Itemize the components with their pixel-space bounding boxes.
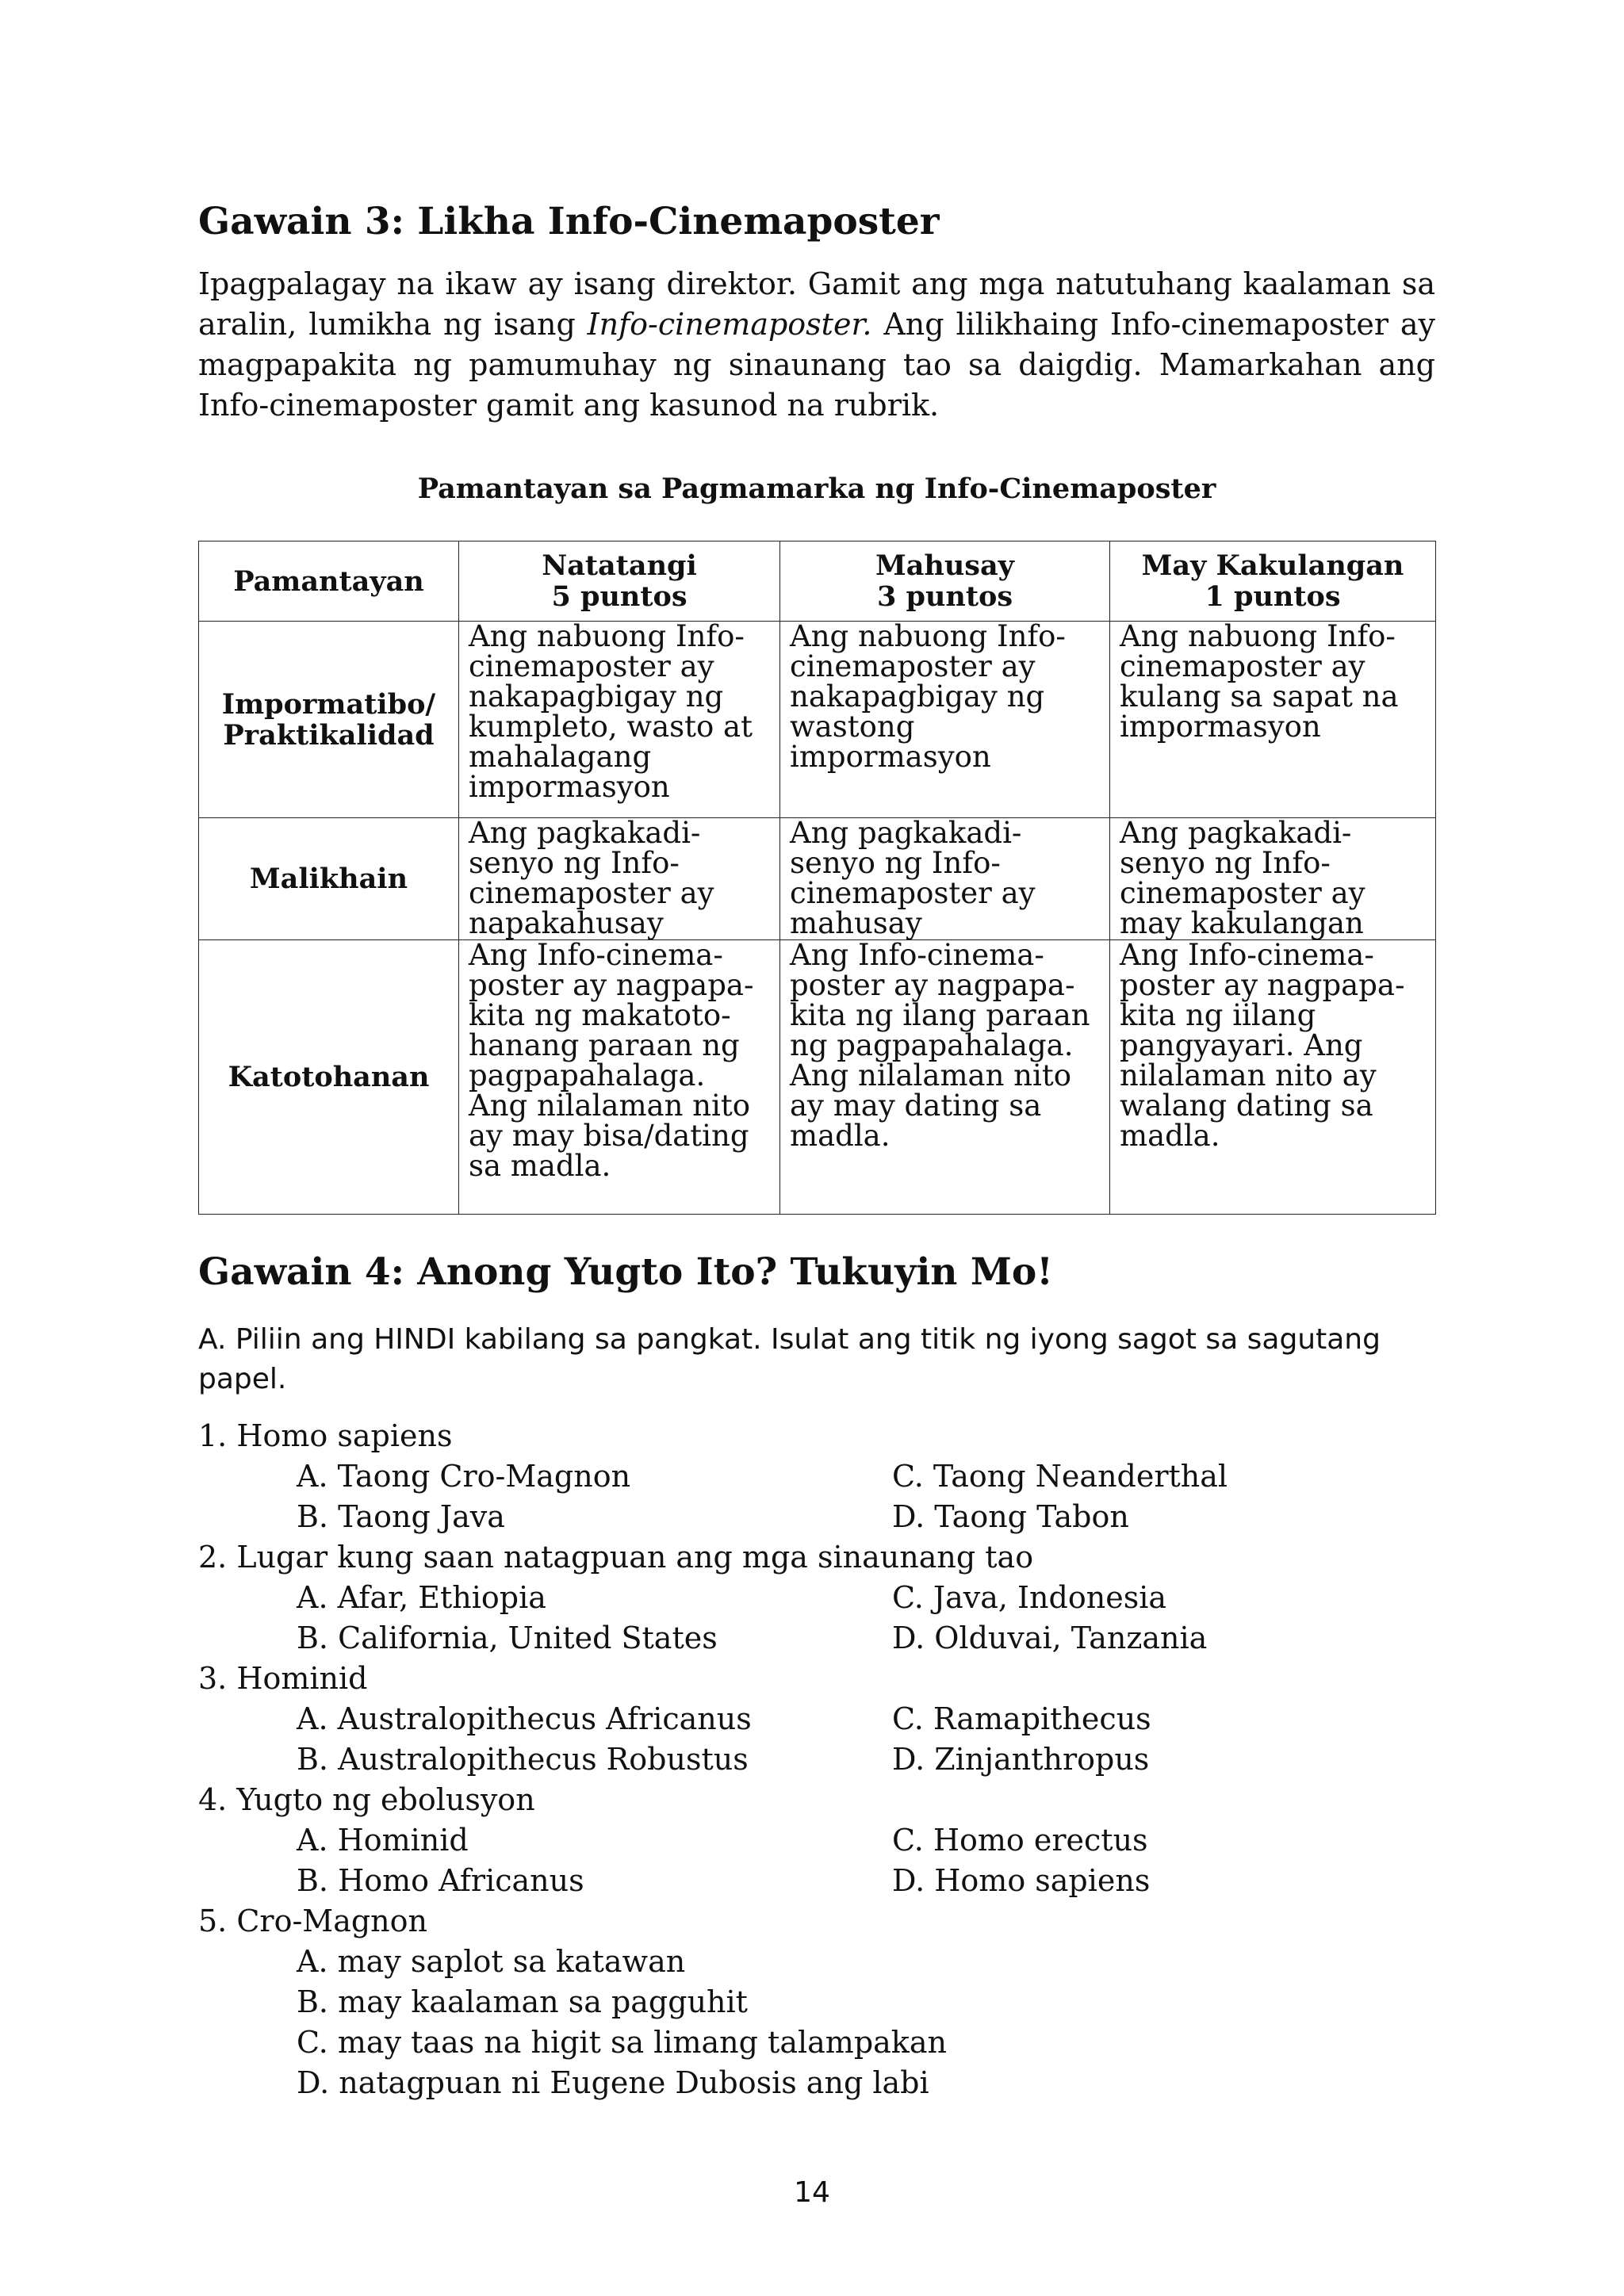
header-natatangi: Natatangi 5 puntos	[459, 541, 780, 622]
option-b: B. Homo Africanus	[297, 1863, 584, 1898]
option-a: A. Hominid	[297, 1823, 469, 1858]
intro-text-1: Ipagpalagay na ikaw ay isang direktor. Gamit ang mga natutuhang kaalaman sa aralin, lumikha ng isang	[198, 266, 1435, 342]
question-2	[198, 1537, 1435, 1659]
header-pamantayan: Pamantayan	[199, 541, 459, 622]
option-row	[198, 1497, 1435, 1537]
option-d: D. Zinjanthropus	[892, 1742, 1150, 1777]
option-c: C. Ramapithecus	[892, 1701, 1151, 1736]
rubric-row-impormatibo	[199, 622, 1436, 818]
header-mahusay: Mahusay 3 puntos	[780, 541, 1110, 622]
option-row	[198, 1739, 1435, 1780]
page-number: 14	[794, 2176, 830, 2209]
option-c: C. Java, Indonesia	[892, 1580, 1167, 1615]
question-stem: 5. Cro-Magnon	[198, 1904, 428, 1938]
question-stem: 4. Yugto ng ebolusyon	[198, 1782, 535, 1817]
question-1	[198, 1416, 1435, 1537]
question-stem: 3. Hominid	[198, 1661, 368, 1696]
cell-katotohanan-may-kakulangan: Ang Info-cinema- poster ay nagpapa- kita ng iilang pangyayari. Ang nilalaman nito ay walang dating sa madla.	[1110, 940, 1436, 1215]
option-row	[198, 1578, 1435, 1618]
gawain-4-instruction: A. Piliin ang HINDI kabilang sa pangkat. Isulat ang titik ng iyong sagot sa sagutang papel.	[198, 1323, 1381, 1395]
cell-malikhain-mahusay: Ang pagkakadi- senyo ng Info- cinemaposter ay mahusay	[780, 818, 1110, 940]
option-d: D. natagpuan ni Eugene Dubosis ang labi	[297, 2065, 929, 2100]
question-stem: 2. Lugar kung saan natagpuan ang mga sinaunang tao	[198, 1540, 1034, 1575]
criterion-impormatibo: Impormatibo/ Praktikalidad	[199, 622, 459, 818]
option-a: A. may saplot sa katawan	[297, 1944, 686, 1979]
cell-katotohanan-mahusay: Ang Info-cinema- poster ay nagpapa- kita ng ilang paraan ng pagpapahalaga. Ang nilalaman nito ay may dating sa madla.	[780, 940, 1110, 1215]
option-a: A. Australopithecus Africanus	[297, 1701, 752, 1736]
option-d: D. Olduvai, Tanzania	[892, 1621, 1208, 1655]
option-c: C. Homo erectus	[892, 1823, 1148, 1858]
option-d: D. Taong Tabon	[892, 1499, 1129, 1534]
option-c: C. may taas na higit sa limang talampakan	[297, 2025, 947, 2060]
rubric-table	[198, 541, 1436, 1215]
question-list	[198, 1416, 1435, 2103]
option-row	[198, 1618, 1435, 1659]
header-may-kakulangan: May Kakulangan 1 puntos	[1110, 541, 1436, 622]
option-c: C. Taong Neanderthal	[892, 1459, 1228, 1494]
intro-italic-term: Info-cinemaposter.	[587, 307, 872, 342]
option-a: A. Taong Cro-Magnon	[297, 1459, 631, 1494]
option-row	[198, 1820, 1435, 1861]
option-b: B. California, United States	[297, 1621, 718, 1655]
cell-katotohanan-natatangi: Ang Info-cinema- poster ay nagpapa- kita ng makatoto- hanang paraan ng pagpapahalaga. Ang nilalaman nito ay may bisa/dating sa madla.	[459, 940, 780, 1215]
option-d: D. Homo sapiens	[892, 1863, 1151, 1898]
rubric-row-katotohanan	[199, 940, 1436, 1215]
question-3	[198, 1659, 1435, 1780]
rubric-header-row	[199, 541, 1436, 622]
option-row	[198, 1861, 1435, 1901]
gawain-4-title: Gawain 4: Anong Yugto Ito? Tukuyin Mo!	[198, 1250, 1053, 1294]
gawain-3-title: Gawain 3: Likha Info-Cinemaposter	[198, 200, 940, 243]
question-5	[198, 1901, 1435, 2103]
intro-text-2: Ang lilikhaing Info-cinemaposter ay magpapakita ng pamumuhay ng sinaunang tao sa daigdig. Mamarkahan ang Info-cinemaposter gamit ang kasunod na rubrik.	[198, 307, 1435, 423]
rubric-row-malikhain	[199, 818, 1436, 940]
criterion-katotohanan: Katotohanan	[199, 940, 459, 1215]
question-4	[198, 1780, 1435, 1901]
cell-impormatibo-may-kakulangan: Ang nabuong Info- cinemaposter ay kulang sa sapat na impormasyon	[1110, 622, 1436, 818]
cell-impormatibo-natatangi: Ang nabuong Info- cinemaposter ay nakapagbigay ng kumpleto, wasto at mahalagang impormasyon	[459, 622, 780, 818]
option-b: B. Taong Java	[297, 1499, 505, 1534]
cell-impormatibo-mahusay: Ang nabuong Info- cinemaposter ay nakapagbigay ng wastong impormasyon	[780, 622, 1110, 818]
rubric-caption: Pamantayan sa Pagmamarka ng Info-Cinemaposter	[417, 473, 1216, 505]
option-b: B. Australopithecus Robustus	[297, 1742, 749, 1777]
option-b: B. may kaalaman sa pagguhit	[297, 1984, 748, 2019]
option-a: A. Afar, Ethiopia	[297, 1580, 546, 1615]
cell-malikhain-may-kakulangan: Ang pagkakadi- senyo ng Info- cinemaposter ay may kakulangan	[1110, 818, 1436, 940]
cell-malikhain-natatangi: Ang pagkakadi- senyo ng Info- cinemaposter ay napakahusay	[459, 818, 780, 940]
gawain-3-intro	[198, 264, 1435, 426]
criterion-malikhain: Malikhain	[199, 818, 459, 940]
option-row	[198, 1456, 1435, 1497]
question-stem: 1. Homo sapiens	[198, 1418, 453, 1453]
option-row	[198, 1699, 1435, 1739]
